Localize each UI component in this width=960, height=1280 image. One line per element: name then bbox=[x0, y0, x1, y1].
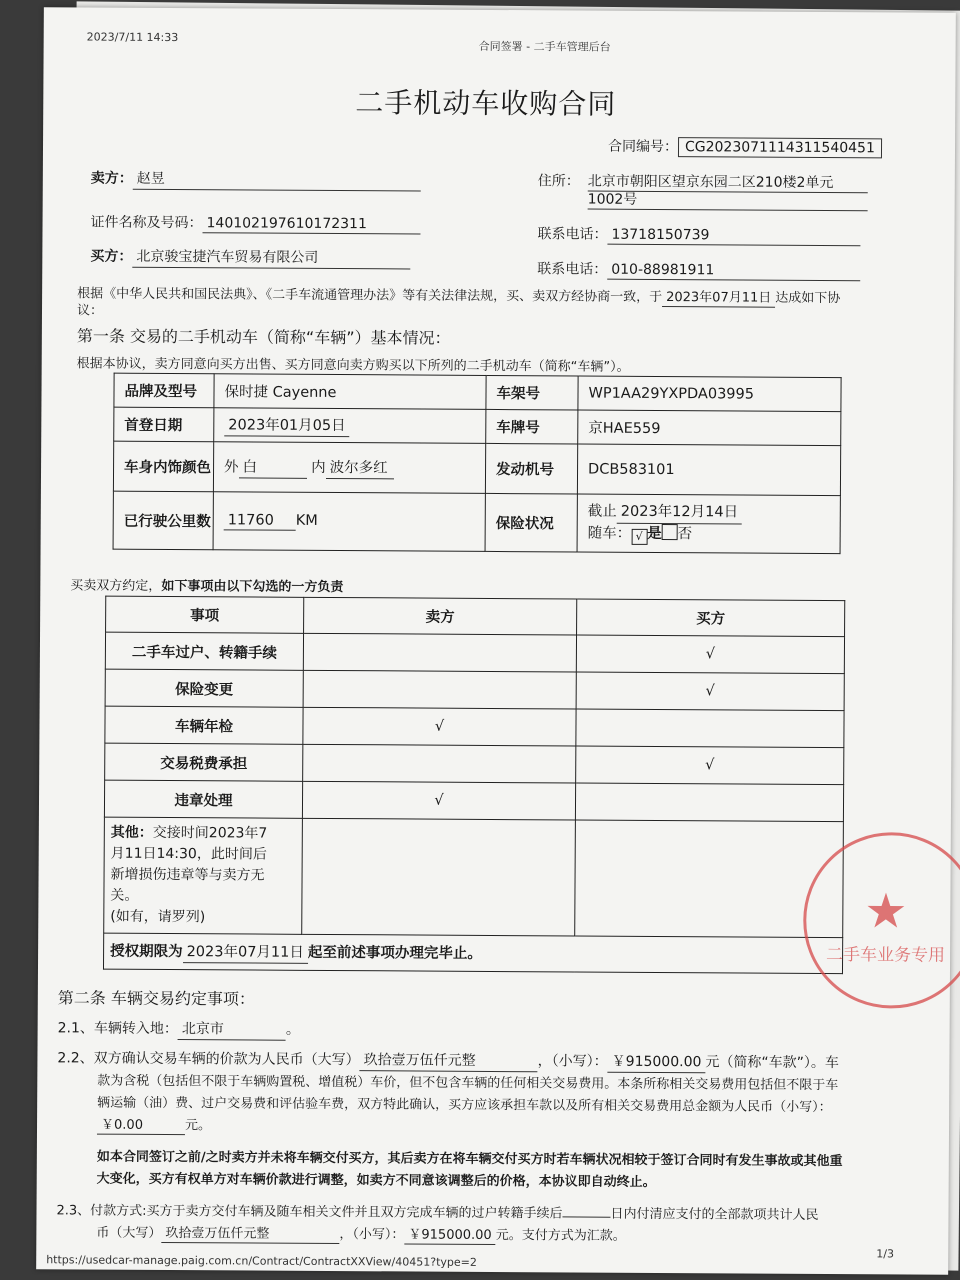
vehicle-table bbox=[113, 373, 842, 554]
duty-row: 保险变更 √ bbox=[105, 669, 844, 711]
address-line1: 北京市朝阳区望京东园二区210楼2单元 bbox=[588, 171, 868, 194]
seller-phone: 13718150739 bbox=[607, 227, 860, 247]
contract-title: 二手机动车收购合同 bbox=[355, 86, 617, 121]
buyer-phone: 010-88981911 bbox=[607, 262, 860, 282]
clause-2-2-line3: 辆运输（油）费、过户交易费和评估验车费，双方特此确认，买方应该承担车款以及所有相关交易费用总金额为人民币（小写）： bbox=[97, 1095, 832, 1116]
address-label: 住所： bbox=[537, 173, 580, 190]
payment-days bbox=[563, 1215, 611, 1217]
print-datetime: 2023/7/11 14:33 bbox=[86, 30, 179, 45]
print-header-title: 合同签署 - 二手车管理后台 bbox=[478, 39, 611, 54]
adjustment-clause-line1: 如本合同签订之前/之时卖方并未将车辆交付买方，其后卖方在将车辆交付买方时若车辆状况相较于签订合同时有发生事故或其他重 bbox=[96, 1149, 843, 1170]
other-terms: 其他：交接时间2023年7 月11日14:30，此时间后 新增损伤违章等与卖方无 关。 (如有，请罗列) bbox=[104, 817, 303, 934]
vin-label: 车架号 bbox=[486, 375, 578, 410]
authorization-period: 授权期限为 2023年07月11日 起至前述事项办理完毕止。 bbox=[103, 933, 842, 974]
seal-star-icon: ★ bbox=[864, 883, 908, 940]
pay-lower: ￥915000.00 bbox=[404, 1223, 495, 1245]
article1-intro: 根据本协议，卖方同意向买方出售、买方同意向卖方购买以下所列的二手机动车（简称“车辆”）。 bbox=[76, 356, 630, 375]
duty-row: 二手车过户、转籍手续 √ bbox=[105, 632, 844, 674]
mileage-label: 已行驶公里数 bbox=[113, 491, 213, 550]
adjustment-clause-line2: 大变化，买方有权单方对车辆价款进行调整，如卖方不同意该调整后的价格，本协议即自动终止。 bbox=[96, 1171, 656, 1190]
pay-upper: 玖拾壹万伍仟元整 bbox=[161, 1222, 339, 1244]
clause-2-2-line2: 款为含税（包括但不限于车辆购置税、增值税）车价，但不包含车辆的任何相关交易费用。本条所称相关交易费用包括但不限于车 bbox=[97, 1073, 839, 1094]
seller-name: 赵昱 bbox=[133, 168, 421, 192]
plate-value: 京HAE559 bbox=[578, 410, 841, 446]
interior-color: 波尔多红 bbox=[326, 456, 394, 479]
preamble-date: 2023年07月11日 bbox=[662, 286, 775, 308]
duties-header-item: 事项 bbox=[106, 596, 304, 633]
duties-intro: 买卖双方约定，如下事项由以下勾选的一方负责 bbox=[70, 578, 344, 596]
footer-url: https://usedcar-manage.paig.com.cn/Contract/ContractXXView/40451?type=2 bbox=[46, 1253, 477, 1269]
article1-heading: 第一条 交易的二手机动车（简称“车辆”）基本情况： bbox=[76, 326, 451, 348]
mileage-value: 11760 bbox=[224, 512, 296, 530]
clause-2-2-line4: ￥0.00 元。 bbox=[97, 1114, 211, 1136]
color-label: 车身内饰颜色 bbox=[113, 441, 213, 492]
contract-number-value: CG2023071114311540451 bbox=[678, 137, 882, 158]
engine-label: 发动机号 bbox=[485, 443, 577, 494]
address-line2: 1002号 bbox=[588, 189, 868, 212]
clause-2-2: 2.2、双方确认交易车辆的价款为人民币（大写） 玖拾壹万伍仟元整 ，（小写）： ￥915000.00 元（简称“车款”）。车 bbox=[57, 1047, 839, 1074]
brand-value: 保时捷 Cayenne bbox=[214, 374, 486, 410]
insurance-date: 2023年12月14日 bbox=[617, 502, 742, 525]
price-upper: 玖拾壹万伍仟元整 bbox=[360, 1049, 538, 1072]
clause-2-3-line2: 币（大写） 玖拾壹万伍仟元整 ，（小写）： ￥915000.00 元。支付方式为汇款。 bbox=[96, 1222, 625, 1246]
fee-amount: ￥0.00 bbox=[97, 1114, 185, 1136]
preamble: 根据《中华人民共和国民法典》、《二手车流通管理办法》等有关法律法规，买、卖双方经协商一致，于 2023年07月11日 达成如下协 bbox=[77, 286, 841, 307]
id-number: 140102197610172311 bbox=[202, 215, 420, 234]
contract-page bbox=[36, 7, 956, 1275]
clause-2-1: 2.1、车辆转入地： 北京市 。 bbox=[58, 1017, 300, 1040]
duty-row: 交易税费承担 √ bbox=[105, 743, 844, 785]
mileage-value-cell: 11760 KM bbox=[213, 492, 485, 552]
buyer-phone-row: 联系电话： 010-88981911 bbox=[537, 258, 860, 281]
color-value: 外 白 内 波尔多红 bbox=[213, 442, 485, 494]
checkbox-yes[interactable]: √ bbox=[631, 529, 647, 545]
buyer-row: 买方： 北京骏宝捷汽车贸易有限公司 bbox=[90, 246, 410, 270]
insurance-label: 保险状况 bbox=[485, 493, 577, 552]
id-row: 证件名称及号码： 140102197610172311 bbox=[90, 212, 420, 235]
duties-header-seller: 卖方 bbox=[304, 597, 577, 635]
first-reg-label: 首登日期 bbox=[114, 407, 214, 442]
checkbox-no[interactable] bbox=[662, 524, 678, 540]
seal-text: 二手车业务专用 bbox=[826, 945, 946, 966]
brand-label: 品牌及型号 bbox=[114, 373, 214, 408]
seller-phone-row: 联系电话： 13718150739 bbox=[537, 223, 860, 246]
article2-heading: 第二条 车辆交易约定事项： bbox=[57, 988, 255, 1009]
plate-label: 车牌号 bbox=[486, 409, 578, 444]
page-number: 1/3 bbox=[876, 1247, 895, 1261]
contract-number: 合同编号： CG2023071114311540451 bbox=[608, 136, 882, 158]
auth-date: 2023年07月11日 bbox=[183, 940, 308, 964]
seller-row: 卖方： 赵昱 bbox=[91, 168, 421, 192]
engine-value: DCB583101 bbox=[577, 444, 840, 496]
first-reg-value: 2023年01月05日 bbox=[224, 413, 349, 437]
buyer-name: 北京骏宝捷汽车贸易有限公司 bbox=[132, 246, 410, 270]
clause-2-3: 2.3、付款方式:买方于卖方交付车辆及随车相关文件并且双方完成车辆的过户转籍手续后 日内付清应支付的全部款项共计人民 bbox=[56, 1203, 819, 1223]
duty-row: 车辆年检 √ bbox=[105, 706, 844, 748]
duties-header-buyer: 买方 bbox=[577, 599, 845, 637]
duty-row: 违章处理 √ bbox=[104, 780, 843, 822]
preamble-line2: 议： bbox=[76, 303, 104, 319]
destination: 北京市 bbox=[178, 1018, 286, 1041]
insurance-value: 截止 2023年12月14日 随车： √ 是 否 bbox=[577, 494, 840, 554]
price-lower: ￥915000.00 bbox=[608, 1051, 706, 1074]
exterior-color: 白 bbox=[238, 455, 306, 478]
duties-table bbox=[103, 596, 845, 975]
vin-value: WP1AA29YXPDA03995 bbox=[578, 376, 841, 412]
